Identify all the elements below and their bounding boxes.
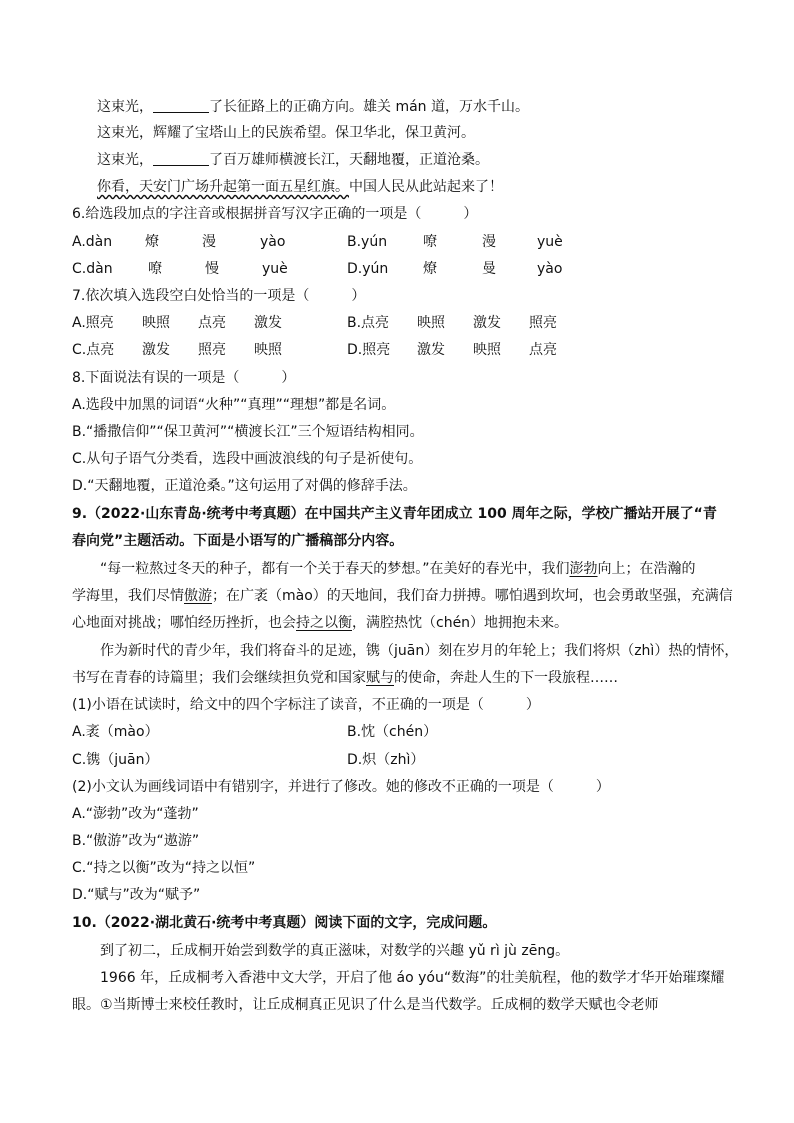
q8-option-b: B.“播撒信仰”“保卫黄河”“横渡长江”三个短语结构相同。 [72,424,424,440]
q6-c-3: 慢 [205,261,219,277]
q10-line-3: 眼。①当斯博士来校任教时，让丘成桐真正见识了什么是当代数学。丘成桐的数学天赋也令老师 [72,997,659,1013]
q9-heading-line-1: 9.（2022·山东青岛·统考中考真题）在中国共产主义青年团成立 100 周年之际，学校广播站开展了“青 [72,506,717,522]
q6-a-3: 漫 [202,234,216,250]
underlined-word: 持之以衡 [296,615,352,631]
text-run: ；在广袤（mào）的天地间，我们奋力拼搏。哪怕遇到坎坷，也会勇敢坚强，充满信 [212,588,733,604]
q10-line-1: 到了初二，丘成桐开始尝到数学的真正滋味，对数学的兴趣 yǔ rì jù zēng。 [72,943,570,959]
q7-a-1: A.照亮 [72,315,114,331]
wavy-underlined-sentence: 你看，天安门广场升起第一面五星红旗。 [97,179,349,195]
q8-option-c: C.从句子语气分类看，选段中画波浪线的句子是祈使句。 [72,451,423,467]
q6-b-4: yuè [537,234,563,250]
q6-b-3: 漫 [482,234,496,250]
q7-d-3: 映照 [473,342,501,358]
q9-sub2-option-b: B.“傲游”改为“遨游” [72,833,200,849]
q9-sub2-stem: (2)小文认为画线词语中有错别字，并进行了修改。她的修改不正确的一项是（ ） [72,779,610,795]
q7-a-2: 映照 [142,315,170,331]
q7-c-2: 激发 [142,342,170,358]
q9-sub1-option-c: C.镌（juān） [72,752,159,768]
q9-sub2-option-d: D.“赋与”改为“赋予” [72,887,201,903]
q6-d-2: 燎 [423,261,437,277]
poem-line-3-start: 这束光， [97,152,153,168]
q7-c-3: 照亮 [198,342,226,358]
poem-line-2: 这束光，辉耀了宝塔山上的民族希望。保卫华北，保卫黄河。 [97,125,475,141]
poem-line-4-end: 中国人民从此站起来了！ [349,179,503,195]
q9-sub2-option-c: C.“持之以衡”改为“持之以恒” [72,860,256,876]
q7-b-2: 映照 [417,315,445,331]
text-run: 向上；在浩瀚的 [597,561,696,577]
q9-sub1-option-a: A.袤（mào） [72,724,159,740]
q6-c-1: C.dàn [72,261,113,277]
q6-b-1: B.yún [347,234,388,250]
poem-line-3 [97,151,489,169]
q6-c-4: yuè [262,261,288,277]
q9-sub1-stem: (1)小语在试读时，给文中的四个字标注了读音，不正确的一项是（ ） [72,697,540,713]
q7-c-1: C.点亮 [72,342,115,358]
text-run: 学海里，我们尽情 [72,588,184,604]
q7-b-1: B.点亮 [347,315,390,331]
q9-para1-line-3 [72,614,568,632]
text-run: ，满腔热忱（chén）地拥抱未来。 [352,615,569,631]
q6-d-3: 曼 [482,261,496,277]
q9-sub1-option-d: D.炽（zhì） [347,752,425,768]
text-run: 心地面对挑战；哪怕经历挫折，也会 [72,615,296,631]
q9-para1-line-1 [72,560,696,578]
q7-a-3: 点亮 [198,315,226,331]
fill-blank-1 [153,98,209,113]
q6-stem: 6.给选段加点的字注音或根据拼音写汉字正确的一项是（ ） [72,206,478,222]
q7-b-4: 照亮 [529,315,557,331]
q6-a-4: yào [260,234,286,250]
text-run: 书写在青春的诗篇里；我们会继续担负党和国家 [72,670,366,686]
text-run: 的使命，奔赴人生的下一段旅程…… [394,670,618,686]
poem-line-3-end: 了百万雄师横渡长江，天翻地覆，正道沧桑。 [209,152,489,168]
q7-d-4: 点亮 [529,342,557,358]
underlined-word: 傲游 [184,588,212,604]
q6-c-2: 嘹 [148,261,162,277]
fill-blank-2 [153,151,209,166]
q7-d-2: 激发 [417,342,445,358]
q10-line-2: 1966 年，丘成桐考入香港中文大学，开启了他 áo yóu“数海”的壮美航程，他的数学才华开始璀璨耀 [72,970,725,986]
q6-a-1: A.dàn [72,234,113,250]
q7-a-4: 激发 [254,315,282,331]
q7-d-1: D.照亮 [347,342,391,358]
q9-para1-line-2 [72,587,733,605]
q10-heading: 10.（2022·湖北黄石·统考中考真题）阅读下面的文字，完成问题。 [72,915,497,931]
q9-sub2-option-a: A.“澎勃”改为“蓬勃” [72,806,199,822]
text-run: “每一粒熬过冬天的种子，都有一个关于春天的梦想。”在美好的春光中，我们 [72,561,570,577]
q6-a-2: 燎 [145,234,159,250]
poem-line-1-end: 了长征路上的正确方向。雄关 mán 道，万水千山。 [209,99,529,115]
q8-option-a: A.选段中加黑的词语“火种”“真理”“理想”都是名词。 [72,397,396,413]
poem-line-4 [97,178,503,196]
underlined-word: 赋与 [366,670,394,686]
underlined-word: 澎勃 [569,561,598,577]
q7-b-3: 激发 [473,315,501,331]
poem-line-1-start: 这束光， [97,99,153,115]
q6-d-1: D.yún [347,261,389,277]
q9-heading-line-2: 春向党”主题活动。下面是小语写的广播稿部分内容。 [72,533,404,549]
q6-b-2: 嘹 [423,234,437,250]
q9-para2-line-1: 作为新时代的青少年，我们将奋斗的足迹，镌（juān）刻在岁月的年轮上；我们将炽（zhì）热的情怀， [72,643,739,659]
q8-option-d: D.“天翻地覆，正道沧桑。”这句运用了对偶的修辞手法。 [72,478,417,494]
poem-line-1 [97,98,529,116]
q9-sub1-option-b: B.忱（chén） [347,724,438,740]
q8-stem: 8.下面说法有误的一项是（ ） [72,370,296,386]
q9-para2-line-2 [72,669,618,687]
q7-stem: 7.依次填入选段空白处恰当的一项是（ ） [72,288,366,304]
q6-d-4: yào [537,261,563,277]
q7-c-4: 映照 [254,342,282,358]
